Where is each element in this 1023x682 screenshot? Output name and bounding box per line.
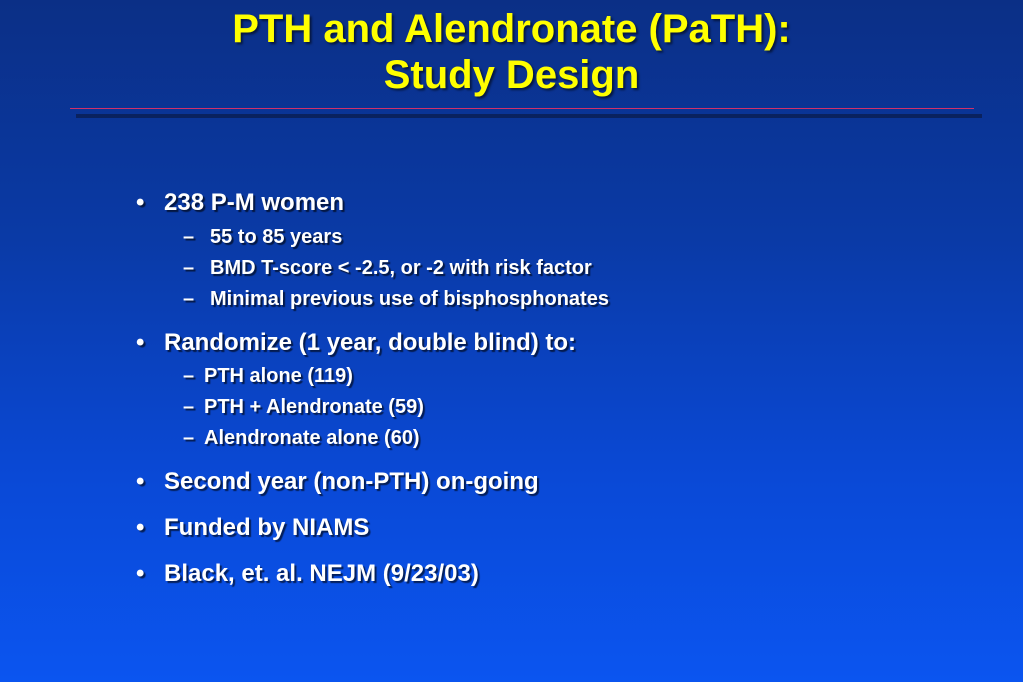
bullet-marker: • xyxy=(136,189,145,216)
slide-title-line-2: Study Design xyxy=(383,53,640,97)
sub-bullet-marker: – xyxy=(183,427,195,449)
sub-bullet-item xyxy=(183,287,609,311)
bullet-marker: • xyxy=(136,560,145,587)
bullet-item xyxy=(136,329,576,357)
sub-bullet-item xyxy=(183,256,592,280)
sub-bullet-item xyxy=(183,225,342,249)
bullet-marker: • xyxy=(136,468,145,495)
sub-bullet-marker: – xyxy=(183,396,195,418)
sub-bullet-text: BMD T-score < -2.5, or -2 with risk factor xyxy=(210,257,592,279)
sub-bullet-text: Alendronate alone (60) xyxy=(204,427,420,449)
sub-bullet-marker: – xyxy=(183,288,195,310)
bullet-item xyxy=(136,189,344,217)
bullet-item xyxy=(136,468,539,496)
sub-bullet-item xyxy=(183,426,420,450)
sub-bullet-text: PTH alone (119) xyxy=(204,365,353,387)
bullet-text: Funded by NIAMS xyxy=(164,514,370,541)
bullet-text: Black, et. al. NEJM (9/23/03) xyxy=(164,560,479,587)
sub-bullet-marker: – xyxy=(183,365,195,387)
bullet-item xyxy=(136,560,479,588)
sub-bullet-item xyxy=(183,364,353,388)
sub-bullet-item xyxy=(183,395,424,419)
sub-bullet-text: Minimal previous use of bisphosphonates xyxy=(210,288,609,310)
bullet-text: Second year (non-PTH) on-going xyxy=(164,468,539,495)
bullet-marker: • xyxy=(136,514,145,541)
sub-bullet-text: 55 to 85 years xyxy=(210,226,343,248)
bullet-text: 238 P-M women xyxy=(164,189,345,216)
bullet-marker: • xyxy=(136,329,145,356)
sub-bullet-marker: – xyxy=(183,257,195,279)
bullet-item xyxy=(136,514,369,542)
sub-bullet-marker: – xyxy=(183,226,195,248)
slide-title-line-1: PTH and Alendronate (PaTH): xyxy=(232,7,791,51)
sub-bullet-text: PTH + Alendronate (59) xyxy=(204,396,424,418)
bullet-text: Randomize (1 year, double blind) to: xyxy=(164,329,577,356)
